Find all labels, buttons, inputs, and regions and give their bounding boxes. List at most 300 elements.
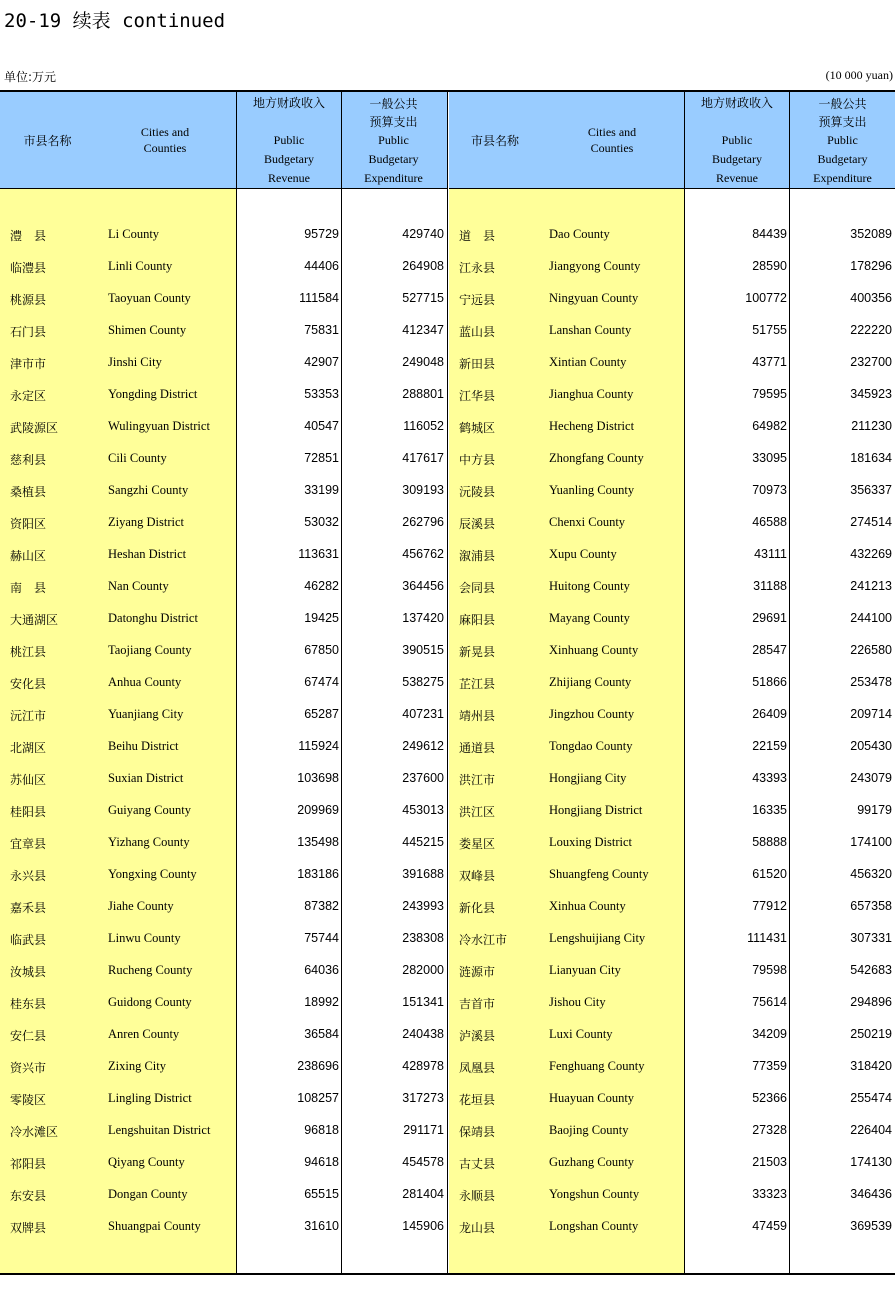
cell-expenditure: 244100 — [850, 611, 892, 625]
cell-revenue: 75831 — [304, 323, 339, 337]
cell-expenditure: 174130 — [850, 1155, 892, 1169]
cell-name-en: Yuanjiang City — [108, 707, 184, 721]
header-expenditure: 一般公共 预算支出 Public Budgetary Expenditure — [813, 97, 872, 185]
table-row — [449, 925, 895, 957]
cell-name-zh: 新化县 — [459, 901, 496, 915]
cell-expenditure: 249612 — [402, 739, 444, 753]
cell-expenditure: 432269 — [850, 547, 892, 561]
cell-revenue: 33199 — [304, 483, 339, 497]
cell-name-en: Yizhang County — [108, 835, 190, 849]
cell-expenditure: 400356 — [850, 291, 892, 305]
cell-revenue: 31610 — [304, 1219, 339, 1233]
table-row — [0, 317, 447, 349]
cell-expenditure: 151341 — [402, 995, 444, 1009]
cell-name-en: Qiyang County — [108, 1155, 185, 1169]
cell-name-en: Linli County — [108, 259, 173, 273]
cell-revenue: 75614 — [752, 995, 787, 1009]
cell-expenditure: 307331 — [850, 931, 892, 945]
cell-name-en: Xintian County — [549, 355, 627, 369]
cell-revenue: 96818 — [304, 1123, 339, 1137]
cell-expenditure: 288801 — [402, 387, 444, 401]
table-row — [0, 989, 447, 1021]
cell-name-zh: 零陵区 — [10, 1093, 47, 1107]
table-row — [449, 349, 895, 381]
cell-name-en: Yongxing County — [108, 867, 197, 881]
cell-name-en: Cili County — [108, 451, 167, 465]
table-header — [449, 92, 895, 189]
cell-revenue: 87382 — [304, 899, 339, 913]
cell-name-zh: 桑植县 — [10, 485, 47, 499]
cell-name-en: Taoyuan County — [108, 291, 191, 305]
table-row — [0, 637, 447, 669]
cell-revenue: 46588 — [752, 515, 787, 529]
cell-name-en: Wulingyuan District — [108, 419, 210, 433]
cell-revenue: 31188 — [753, 579, 787, 593]
cell-name-zh: 靖州县 — [459, 709, 496, 723]
table-row — [449, 637, 895, 669]
cell-expenditure: 174100 — [850, 835, 892, 849]
cell-expenditure: 657358 — [850, 899, 892, 913]
cell-expenditure: 237600 — [402, 771, 444, 785]
cell-expenditure: 253478 — [850, 675, 892, 689]
cell-revenue: 65515 — [304, 1187, 339, 1201]
cell-revenue: 111431 — [747, 931, 787, 945]
header-revenue: 地方财政收入 Public Budgetary Revenue — [252, 96, 325, 185]
cell-name-en: Chenxi County — [549, 515, 626, 529]
table-row — [449, 221, 895, 253]
cell-revenue: 183186 — [297, 867, 339, 881]
table-header — [0, 92, 447, 189]
cell-name-en: Shimen County — [108, 323, 187, 337]
cell-name-en: Guzhang County — [549, 1155, 635, 1169]
cell-expenditure: 232700 — [850, 355, 892, 369]
table-row — [0, 1053, 447, 1085]
cell-name-zh: 永顺县 — [459, 1189, 496, 1203]
cell-expenditure: 255474 — [850, 1091, 892, 1105]
header-name-zh: 市县名称 — [470, 134, 519, 148]
table-row — [449, 797, 895, 829]
cell-name-en: Sangzhi County — [108, 483, 189, 497]
cell-name-en: Huitong County — [549, 579, 630, 593]
table-row — [0, 733, 447, 765]
cell-name-zh: 安仁县 — [10, 1029, 47, 1043]
cell-expenditure: 137420 — [402, 611, 444, 625]
cell-name-en: Lengshuijiang City — [549, 931, 646, 945]
cell-name-zh: 双牌县 — [10, 1221, 47, 1235]
cell-name-en: Linwu County — [108, 931, 181, 945]
cell-revenue: 26409 — [752, 707, 787, 721]
cell-revenue: 238696 — [297, 1059, 339, 1073]
cell-name-zh: 中方县 — [459, 453, 496, 467]
cell-revenue: 100772 — [745, 291, 787, 305]
cell-name-zh: 新晃县 — [459, 645, 496, 659]
cell-name-en: Louxing District — [549, 835, 632, 849]
table-row — [0, 445, 447, 477]
cell-name-zh: 嘉禾县 — [10, 901, 47, 915]
cell-name-zh: 娄星区 — [459, 837, 496, 851]
cell-name-zh: 大通湖区 — [10, 613, 59, 627]
cell-name-en: Nan County — [108, 579, 169, 593]
table-row — [449, 1181, 895, 1213]
cell-revenue: 79598 — [752, 963, 787, 977]
cell-revenue: 28590 — [752, 259, 787, 273]
table-row — [449, 957, 895, 989]
table-row — [449, 477, 895, 509]
cell-name-zh: 保靖县 — [459, 1125, 496, 1139]
cell-name-zh: 南 县 — [10, 581, 47, 595]
cell-name-en: Lianyuan City — [549, 963, 621, 977]
cell-name-en: Rucheng County — [108, 963, 193, 977]
cell-expenditure: 429740 — [402, 227, 444, 241]
table-row — [449, 445, 895, 477]
cell-revenue: 111584 — [299, 291, 339, 305]
unit-label: 单位:万元 — [4, 70, 57, 84]
cell-expenditure: 538275 — [402, 675, 444, 689]
table-row — [449, 285, 895, 317]
cell-expenditure: 264908 — [402, 259, 444, 273]
cell-name-zh: 桂东县 — [10, 997, 47, 1011]
cell-expenditure: 249048 — [402, 355, 444, 369]
cell-name-zh: 祁阳县 — [10, 1157, 47, 1171]
cell-name-en: Jishou City — [549, 995, 606, 1009]
cell-expenditure: 243993 — [402, 899, 444, 913]
cell-expenditure: 205430 — [850, 739, 892, 753]
cell-name-en: Tongdao County — [549, 739, 633, 753]
table-row — [0, 573, 447, 605]
cell-revenue: 43111 — [754, 547, 787, 561]
cell-expenditure: 356337 — [850, 483, 892, 497]
cell-name-zh: 洪江区 — [459, 805, 496, 819]
cell-expenditure: 456320 — [850, 867, 892, 881]
cell-name-zh: 双峰县 — [459, 869, 496, 883]
cell-name-en: Ningyuan County — [549, 291, 639, 305]
cell-revenue: 28547 — [752, 643, 787, 657]
cell-name-zh: 新田县 — [459, 357, 496, 371]
cell-name-zh: 宜章县 — [10, 837, 47, 851]
table-row — [449, 541, 895, 573]
cell-revenue: 29691 — [752, 611, 787, 625]
cell-name-en: Fenghuang County — [549, 1059, 645, 1073]
cell-name-zh: 苏仙区 — [10, 773, 47, 787]
cell-name-zh: 桃源县 — [10, 293, 47, 307]
table-row — [0, 701, 447, 733]
table-row — [0, 1149, 447, 1181]
cell-expenditure: 390515 — [402, 643, 444, 657]
cell-revenue: 40547 — [304, 419, 339, 433]
cell-expenditure: 453013 — [402, 803, 444, 817]
cell-expenditure: 364456 — [402, 579, 444, 593]
table-row — [0, 797, 447, 829]
cell-name-en: Li County — [108, 227, 160, 241]
cell-revenue: 115924 — [298, 739, 339, 753]
table-row — [0, 381, 447, 413]
cell-name-en: Lengshuitan District — [108, 1123, 211, 1137]
cell-name-zh: 临武县 — [10, 933, 47, 947]
cell-name-en: Xupu County — [549, 547, 617, 561]
cell-expenditure: 262796 — [402, 515, 444, 529]
cell-name-en: Guiyang County — [108, 803, 191, 817]
cell-expenditure: 391688 — [402, 867, 444, 881]
header-name-en: Cities and Counties — [140, 125, 190, 155]
cell-name-zh: 辰溪县 — [459, 517, 496, 531]
cell-name-en: Jiangyong County — [549, 259, 641, 273]
cell-name-en: Hongjiang District — [549, 803, 643, 817]
table-row — [449, 253, 895, 285]
cell-revenue: 61520 — [752, 867, 787, 881]
table-row — [449, 605, 895, 637]
cell-revenue: 18992 — [304, 995, 339, 1009]
cell-expenditure: 318420 — [850, 1059, 892, 1073]
cell-expenditure: 241213 — [850, 579, 892, 593]
cell-expenditure: 181634 — [850, 451, 892, 465]
cell-name-zh: 桃江县 — [10, 645, 47, 659]
cell-name-en: Shuangpai County — [108, 1219, 201, 1233]
cell-name-zh: 会同县 — [459, 581, 496, 595]
data-table — [0, 90, 895, 1275]
cell-name-zh: 花垣县 — [459, 1093, 496, 1107]
cell-revenue: 67474 — [304, 675, 339, 689]
cell-name-en: Zixing City — [108, 1059, 166, 1073]
table-row — [0, 829, 447, 861]
header-name-en: Cities and Counties — [587, 125, 637, 155]
cell-revenue: 47459 — [752, 1219, 787, 1233]
cell-name-zh: 麻阳县 — [459, 613, 496, 627]
cell-revenue: 108257 — [297, 1091, 339, 1105]
cell-name-en: Anhua County — [108, 675, 182, 689]
cell-name-en: Yongshun County — [549, 1187, 640, 1201]
table-row — [449, 1149, 895, 1181]
cell-revenue: 43771 — [752, 355, 787, 369]
table-row — [449, 989, 895, 1021]
cell-expenditure: 294896 — [850, 995, 892, 1009]
cell-expenditure: 274514 — [850, 515, 892, 529]
cell-revenue: 44406 — [304, 259, 339, 273]
cell-name-zh: 古丈县 — [459, 1157, 496, 1171]
cell-revenue: 84439 — [752, 227, 787, 241]
table-row — [449, 1085, 895, 1117]
cell-name-zh: 桂阳县 — [10, 805, 47, 819]
table-row — [0, 477, 447, 509]
table-row — [0, 669, 447, 701]
cell-name-zh: 北湖区 — [10, 741, 47, 755]
cell-name-zh: 石门县 — [10, 325, 47, 339]
cell-name-zh: 津市市 — [10, 357, 47, 371]
cell-name-zh: 蓝山县 — [459, 325, 496, 339]
cell-name-zh: 东安县 — [10, 1189, 47, 1203]
cell-expenditure: 178296 — [850, 259, 892, 273]
cell-name-zh: 临澧县 — [10, 261, 47, 275]
cell-expenditure: 250219 — [850, 1027, 892, 1041]
header-revenue: 地方财政收入 Public Budgetary Revenue — [700, 96, 773, 185]
cell-revenue: 52366 — [752, 1091, 787, 1105]
table-row — [449, 1213, 895, 1245]
cell-revenue: 79595 — [752, 387, 787, 401]
cell-expenditure: 291171 — [403, 1123, 444, 1137]
table-row — [449, 701, 895, 733]
cell-name-en: Dongan County — [108, 1187, 188, 1201]
cell-expenditure: 352089 — [850, 227, 892, 241]
cell-expenditure: 238308 — [402, 931, 444, 945]
table-row — [449, 509, 895, 541]
cell-name-en: Hecheng District — [549, 419, 635, 433]
cell-revenue: 46282 — [304, 579, 339, 593]
cell-revenue: 72851 — [304, 451, 339, 465]
cell-name-en: Taojiang County — [108, 643, 192, 657]
cell-revenue: 113631 — [298, 547, 339, 561]
cell-expenditure: 527715 — [402, 291, 444, 305]
cell-name-en: Lingling District — [108, 1091, 192, 1105]
cell-name-en: Anren County — [108, 1027, 180, 1041]
cell-revenue: 21503 — [752, 1155, 787, 1169]
table-row — [0, 221, 447, 253]
cell-revenue: 95729 — [304, 227, 339, 241]
cell-name-zh: 赫山区 — [10, 549, 47, 563]
table-right-half — [449, 92, 895, 1273]
table-row — [0, 253, 447, 285]
cell-revenue: 43393 — [752, 771, 787, 785]
cell-name-zh: 江华县 — [459, 389, 496, 403]
page-title: 20-19 续表 continued — [4, 10, 226, 32]
cell-name-en: Shuangfeng County — [549, 867, 649, 881]
cell-name-zh: 资兴市 — [10, 1061, 47, 1075]
cell-expenditure: 116052 — [403, 419, 444, 433]
cell-name-zh: 永兴县 — [10, 869, 47, 883]
cell-expenditure: 454578 — [402, 1155, 444, 1169]
cell-revenue: 77912 — [752, 899, 787, 913]
cell-revenue: 135498 — [297, 835, 339, 849]
cell-revenue: 70973 — [752, 483, 787, 497]
cell-expenditure: 317273 — [402, 1091, 444, 1105]
cell-revenue: 77359 — [752, 1059, 787, 1073]
cell-name-en: Yuanling County — [549, 483, 635, 497]
cell-name-zh: 澧 县 — [10, 229, 47, 243]
cell-name-zh: 武陵源区 — [10, 421, 59, 435]
cell-name-zh: 吉首市 — [459, 997, 496, 1011]
cell-name-en: Zhongfang County — [549, 451, 644, 465]
table-row — [449, 1021, 895, 1053]
cell-name-en: Luxi County — [549, 1027, 613, 1041]
cell-expenditure: 445215 — [402, 835, 444, 849]
cell-expenditure: 209714 — [850, 707, 892, 721]
cell-revenue: 16335 — [752, 803, 787, 817]
table-row — [0, 413, 447, 445]
cell-name-en: Jinshi City — [108, 355, 162, 369]
cell-name-zh: 泸溪县 — [459, 1029, 496, 1043]
cell-name-en: Datonghu District — [108, 611, 198, 625]
cell-name-en: Heshan District — [108, 547, 187, 561]
cell-expenditure: 412347 — [402, 323, 444, 337]
cell-name-en: Xinhuang County — [549, 643, 639, 657]
cell-expenditure: 345923 — [850, 387, 892, 401]
cell-name-en: Suxian District — [108, 771, 184, 785]
cell-name-zh: 慈利县 — [10, 453, 47, 467]
cell-expenditure: 346436 — [850, 1187, 892, 1201]
cell-expenditure: 99179 — [857, 803, 892, 817]
header-expenditure: 一般公共 预算支出 Public Budgetary Expenditure — [364, 97, 423, 185]
cell-revenue: 51866 — [752, 675, 787, 689]
table-row — [0, 349, 447, 381]
cell-name-en: Baojing County — [549, 1123, 629, 1137]
cell-name-en: Jianghua County — [549, 387, 634, 401]
cell-name-en: Yongding District — [108, 387, 198, 401]
table-row — [0, 1085, 447, 1117]
table-row — [449, 765, 895, 797]
table-row — [449, 669, 895, 701]
cell-name-en: Jiahe County — [108, 899, 174, 913]
cell-expenditure: 211230 — [851, 419, 892, 433]
cell-revenue: 64036 — [304, 963, 339, 977]
cell-name-zh: 宁远县 — [459, 293, 496, 307]
cell-name-zh: 洪江市 — [459, 773, 496, 787]
cell-name-zh: 汝城县 — [10, 965, 47, 979]
cell-expenditure: 407231 — [402, 707, 444, 721]
cell-name-zh: 凤凰县 — [459, 1061, 496, 1075]
cell-revenue: 33095 — [752, 451, 787, 465]
cell-name-en: Lanshan County — [549, 323, 632, 337]
cell-revenue: 22159 — [752, 739, 787, 753]
cell-revenue: 65287 — [304, 707, 339, 721]
cell-expenditure: 369539 — [850, 1219, 892, 1233]
cell-revenue: 75744 — [304, 931, 339, 945]
cell-expenditure: 282000 — [402, 963, 444, 977]
table-row — [0, 925, 447, 957]
cell-name-en: Hongjiang City — [549, 771, 627, 785]
cell-name-en: Beihu District — [108, 739, 179, 753]
cell-revenue: 19425 — [304, 611, 339, 625]
table-row — [449, 573, 895, 605]
cell-name-en: Longshan County — [549, 1219, 639, 1233]
cell-name-en: Dao County — [549, 227, 610, 241]
cell-revenue: 94618 — [304, 1155, 339, 1169]
cell-name-en: Huayuan County — [549, 1091, 635, 1105]
cell-name-zh: 沅江市 — [10, 709, 47, 723]
cell-expenditure: 428978 — [402, 1059, 444, 1073]
table-row — [0, 893, 447, 925]
table-row — [0, 1021, 447, 1053]
cell-name-zh: 永定区 — [10, 389, 47, 403]
cell-expenditure: 542683 — [850, 963, 892, 977]
cell-expenditure: 226580 — [850, 643, 892, 657]
cell-revenue: 33323 — [752, 1187, 787, 1201]
cell-name-zh: 道 县 — [459, 229, 496, 243]
cell-name-en: Xinhua County — [549, 899, 626, 913]
table-row — [0, 861, 447, 893]
table-row — [449, 1053, 895, 1085]
table-row — [449, 1117, 895, 1149]
cell-name-en: Jingzhou County — [549, 707, 635, 721]
cell-name-zh: 资阳区 — [10, 517, 47, 531]
table-row — [0, 765, 447, 797]
table-left-half — [0, 92, 447, 1273]
cell-expenditure: 243079 — [850, 771, 892, 785]
cell-revenue: 53353 — [304, 387, 339, 401]
table-row — [0, 1181, 447, 1213]
cell-revenue: 103698 — [297, 771, 339, 785]
table-row — [0, 541, 447, 573]
cell-revenue: 53032 — [304, 515, 339, 529]
cell-revenue: 36584 — [304, 1027, 339, 1041]
cell-name-zh: 江永县 — [459, 261, 496, 275]
cell-revenue: 42907 — [304, 355, 339, 369]
cell-expenditure: 281404 — [402, 1187, 444, 1201]
table-row — [449, 861, 895, 893]
cell-name-zh: 龙山县 — [459, 1221, 496, 1235]
cell-name-zh: 冷水滩区 — [10, 1125, 59, 1139]
cell-name-en: Ziyang District — [108, 515, 185, 529]
cell-name-zh: 鹤城区 — [459, 421, 496, 435]
cell-revenue: 64982 — [752, 419, 787, 433]
cell-expenditure: 240438 — [402, 1027, 444, 1041]
